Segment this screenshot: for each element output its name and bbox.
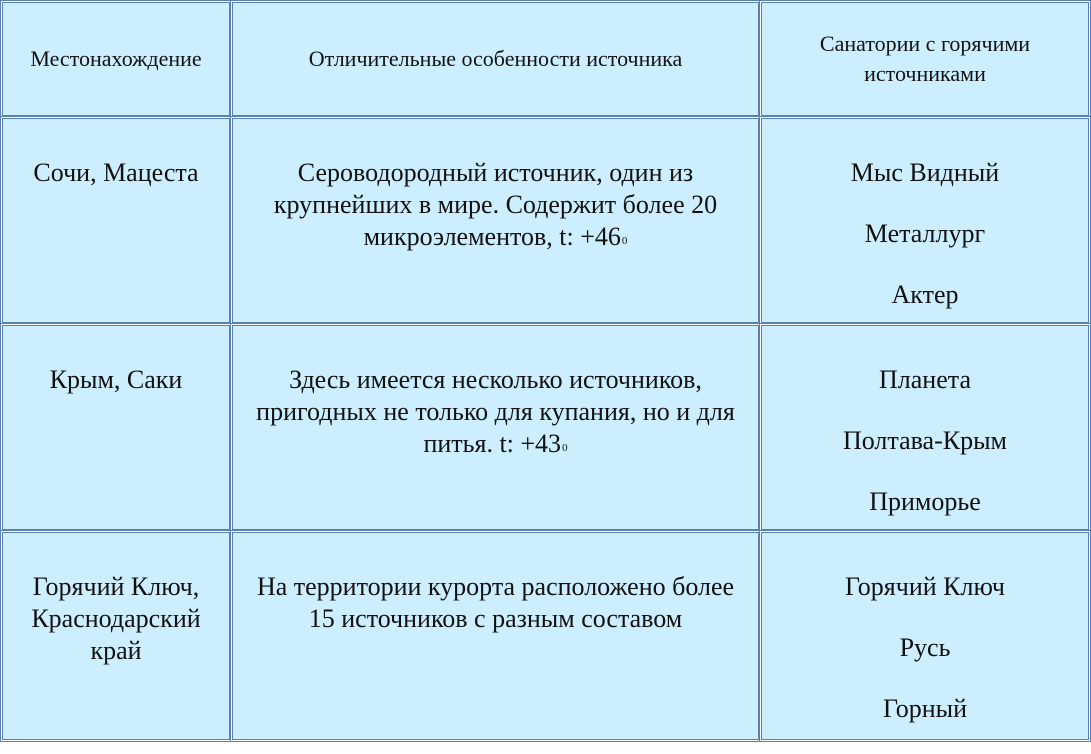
sanatorium-item: Мыс Видный	[850, 158, 1000, 187]
features-main: Здесь имеется несколько источников, пригодных не только для купания, но и для питья. t: +43	[256, 365, 735, 458]
table-row-1-features	[230, 116, 761, 325]
location-text: Сочи, Мацеста	[33, 158, 199, 187]
header-location	[0, 0, 232, 118]
table-row-2-features	[230, 323, 761, 532]
sanatorium-item: Актер	[891, 280, 959, 309]
table-row-3-sanatoriums	[759, 530, 1091, 742]
features-main: На территории курорта расположено более 15 источников с разным составом	[256, 572, 735, 633]
sanatorium-item: Горный	[882, 694, 968, 723]
sanatorium-list	[774, 531, 1076, 754]
header-features-label: Отличительные особенности источника	[308, 46, 683, 71]
features-text	[245, 117, 746, 253]
location-text: Крым, Саки	[49, 365, 183, 394]
header-features	[230, 0, 761, 118]
sanatorium-item: Горячий Ключ	[845, 572, 1005, 601]
features-text	[245, 531, 746, 635]
sanatorium-item: Русь	[899, 633, 951, 662]
sanatorium-item: Металлург	[864, 219, 986, 248]
sanatorium-list	[774, 324, 1076, 547]
table-row-3-features	[230, 530, 761, 742]
features-text	[245, 324, 746, 460]
header-sanatoriums	[759, 0, 1091, 118]
header-location-label: Местонахождение	[30, 46, 202, 71]
degree-mark: 0	[621, 235, 628, 247]
location-text: Горячий Ключ, Краснодарский край	[31, 572, 201, 665]
table-row-2-location	[0, 323, 232, 532]
table-row-3-location	[0, 530, 232, 742]
sanatorium-list	[774, 117, 1076, 340]
sanatorium-item: Приморье	[869, 487, 981, 516]
table-row-2-sanatoriums	[759, 323, 1091, 532]
table-row-1-location	[0, 116, 232, 325]
sanatorium-item: Планета	[879, 365, 971, 394]
features-main: Сероводородный источник, один из крупнейших в мире. Содержит более 20 микроэлементов, t: +46	[273, 158, 718, 251]
sanatorium-item: Полтава-Крым	[842, 426, 1008, 455]
table-row-1-sanatoriums	[759, 116, 1091, 325]
header-sanatoriums-label: Санатории с горячими источниками	[819, 31, 1031, 86]
degree-mark: 0	[562, 442, 568, 454]
